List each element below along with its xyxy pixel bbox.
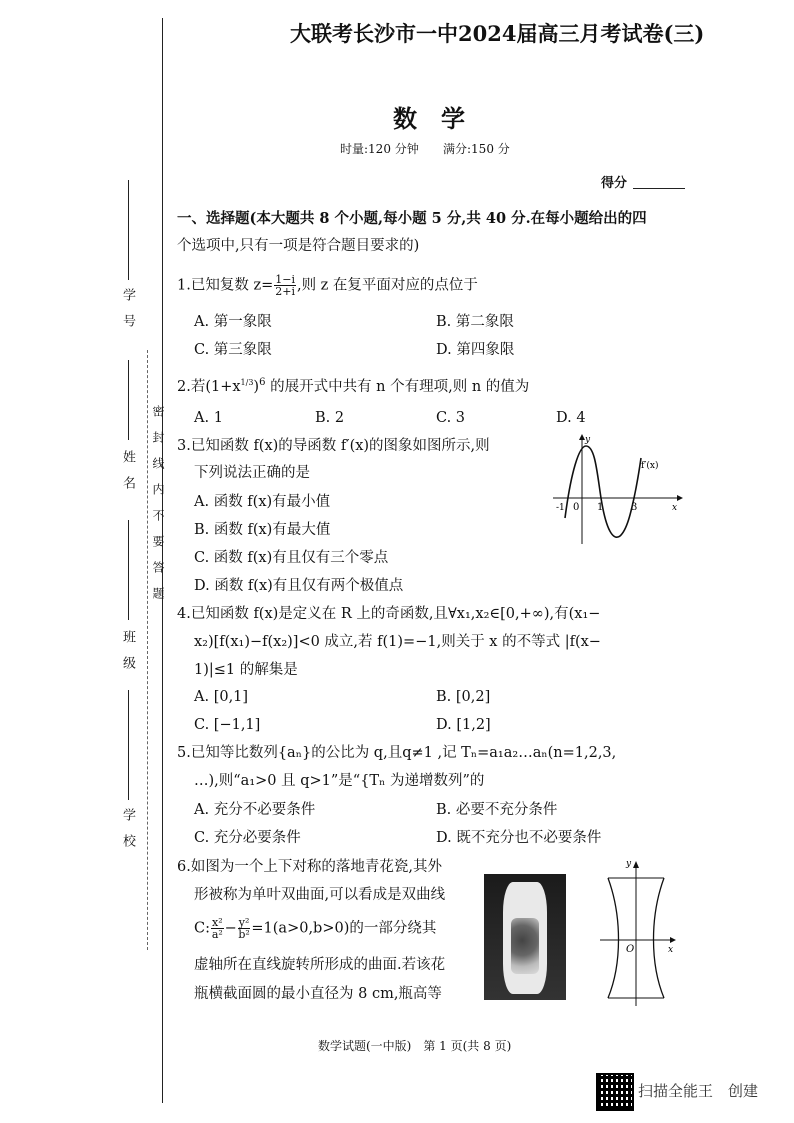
- q4-option-c[interactable]: C. [−1,1]: [194, 717, 261, 733]
- q6-frac-y: [238, 917, 251, 940]
- score-field-label: 得分: [601, 176, 628, 191]
- q3-option-b[interactable]: B. 函数 f(x)有最大值: [194, 522, 331, 538]
- q3-option-d[interactable]: D. 函数 f(x)有且仅有两个极值点: [194, 578, 404, 594]
- q4-option-a[interactable]: A. [0,1]: [194, 689, 249, 705]
- score-total-label: 满分:150 分: [443, 142, 510, 156]
- q4-line3: 1)|≤1 的解集是: [194, 662, 298, 678]
- q6-origin-label: O: [626, 944, 635, 955]
- q3-curve-label: f′(x): [641, 461, 659, 471]
- q1-frac-den: 2+i: [275, 285, 295, 298]
- school-label: 学 校: [120, 808, 135, 847]
- q3-x-arrow: [677, 495, 683, 501]
- section-heading-line2: 个选项中,只有一项是符合题目要求的): [177, 238, 420, 254]
- q5-option-b[interactable]: B. 必要不充分条件: [436, 802, 558, 818]
- exam-title: 大联考长沙市一中2024届高三月考试卷(三): [290, 21, 705, 46]
- q6-line3: [194, 917, 436, 940]
- q2-stem-c: 的展开式中共有 n 个有理项,则 n 的值为: [265, 378, 530, 395]
- q1-option-b[interactable]: B. 第二象限: [436, 314, 514, 330]
- q5-option-d[interactable]: D. 既不充分也不必要条件: [436, 830, 602, 846]
- q6-hyperbola-graph: [598, 856, 678, 1008]
- student-id-underline: [128, 180, 130, 280]
- q5-option-a[interactable]: A. 充分不必要条件: [194, 802, 316, 818]
- q3-line1: 3.已知函数 f(x)的导函数 f′(x)的图象如图所示,则: [177, 438, 490, 454]
- q1-frac-num: 1−i: [275, 273, 295, 286]
- q6-frac1-num: x²: [211, 916, 223, 929]
- time-label: 时量:120 分钟: [340, 142, 419, 156]
- q6-right-branch: [654, 878, 665, 998]
- q2-stem: [177, 374, 529, 396]
- binding-dashed-line: [147, 350, 148, 950]
- q6-line3-a: C:: [194, 920, 210, 937]
- q6-x-arrow: [670, 937, 676, 943]
- q6-frac-x: [211, 917, 224, 940]
- qr-code-icon: [596, 1073, 634, 1111]
- q6-frac2-num: y²: [238, 916, 250, 929]
- q6-left-branch: [608, 878, 619, 998]
- q4-line1: 4.已知函数 f(x)是定义在 R 上的奇函数,且∀x₁,x₂∈[0,+∞),有(x₁−: [177, 606, 601, 622]
- q6-line4: 虚轴所在直线旋转所形成的曲面.若该花: [194, 957, 446, 973]
- q6-y-arrow: [633, 861, 639, 868]
- q6-line5: 瓶横截面圆的最小直径为 8 cm,瓶高等: [194, 986, 442, 1002]
- q2-option-a[interactable]: A. 1: [194, 410, 223, 426]
- q3-y-label: y: [585, 435, 591, 445]
- name-label: 姓 名: [120, 450, 135, 489]
- vase-shape: [503, 882, 547, 994]
- q4-line2: x₂)[f(x₁)−f(x₂)]<0 成立,若 f(1)=−1,则关于 x 的不等式 |f(x−: [194, 634, 601, 650]
- q3-tick-neg1: -1: [556, 503, 565, 513]
- q6-minus: −: [224, 920, 237, 937]
- q4-option-d[interactable]: D. [1,2]: [436, 717, 491, 733]
- q2-stem-b: ): [253, 378, 260, 395]
- q1-fraction: [274, 274, 296, 297]
- scanner-watermark: 扫描全能王 创建: [638, 1082, 759, 1100]
- q3-tick-3: 3: [631, 502, 638, 513]
- score-field-blank[interactable]: [633, 188, 685, 189]
- q5-line1: 5.已知等比数列{aₙ}的公比为 q,且q≠1 ,记 Tₙ=a₁a₂…aₙ(n=1,2,3,: [177, 745, 617, 761]
- q2-option-c[interactable]: C. 3: [436, 410, 466, 426]
- q5-line2: …),则“a₁>0 且 q>1”是“{Tₙ 为递增数列”的: [194, 773, 485, 789]
- q2-option-b[interactable]: B. 2: [315, 410, 345, 426]
- q6-line1: 6.如图为一个上下对称的落地青花瓷,其外: [177, 859, 442, 875]
- student-id-label: 学 号: [120, 288, 135, 327]
- q3-derivative-graph: [553, 432, 683, 544]
- q1-option-c[interactable]: C. 第三象限: [194, 342, 272, 358]
- q3-derivative-curve: [565, 446, 641, 537]
- q6-frac2-den: b²: [238, 928, 250, 941]
- vase-photo: [484, 874, 566, 1000]
- q3-option-a[interactable]: A. 函数 f(x)有最小值: [194, 494, 331, 510]
- q1-option-d[interactable]: D. 第四象限: [436, 342, 515, 358]
- q6-y-label: y: [626, 859, 632, 869]
- q1-option-a[interactable]: A. 第一象限: [194, 314, 272, 330]
- q3-tick-0: 0: [573, 502, 580, 513]
- seal-notice: 密 封 线 内 不 要 答 题: [151, 405, 165, 600]
- q3-x-label: x: [672, 503, 678, 513]
- class-underline: [128, 520, 129, 620]
- name-underline: [128, 360, 129, 440]
- class-label: 班 级: [120, 630, 135, 669]
- q1-stem-a: 1.已知复数 z=: [177, 277, 274, 294]
- q2-exp-outer: 6: [259, 377, 266, 388]
- q6-line3-b: =1(a>0,b>0)的一部分绕其: [251, 920, 437, 937]
- q6-x-label: x: [668, 945, 674, 955]
- q1-stem: [177, 274, 478, 297]
- q2-exp-inner: 1/3: [240, 378, 254, 387]
- q6-line2: 形被称为单叶双曲面,可以看成是双曲线: [194, 887, 446, 903]
- q3-line2: 下列说法正确的是: [194, 465, 310, 481]
- q3-option-c[interactable]: C. 函数 f(x)有且仅有三个零点: [194, 550, 389, 566]
- q3-tick-1: 1: [597, 502, 604, 513]
- q5-option-c[interactable]: C. 充分必要条件: [194, 830, 301, 846]
- school-underline: [128, 690, 129, 800]
- q4-option-b[interactable]: B. [0,2]: [436, 689, 491, 705]
- q1-stem-b: ,则 z 在复平面对应的点位于: [296, 277, 478, 294]
- q2-stem-a: 2.若(1+x: [177, 378, 241, 395]
- q6-frac1-den: a²: [211, 928, 223, 941]
- subject-title: 数 学: [393, 104, 465, 133]
- section-heading-line1: 一、选择题(本大题共 8 个小题,每小题 5 分,共 40 分.在每小题给出的四: [177, 210, 647, 227]
- q2-option-d[interactable]: D. 4: [556, 410, 586, 426]
- page-footer: 数学试题(一中版) 第 1 页(共 8 页): [318, 1039, 512, 1053]
